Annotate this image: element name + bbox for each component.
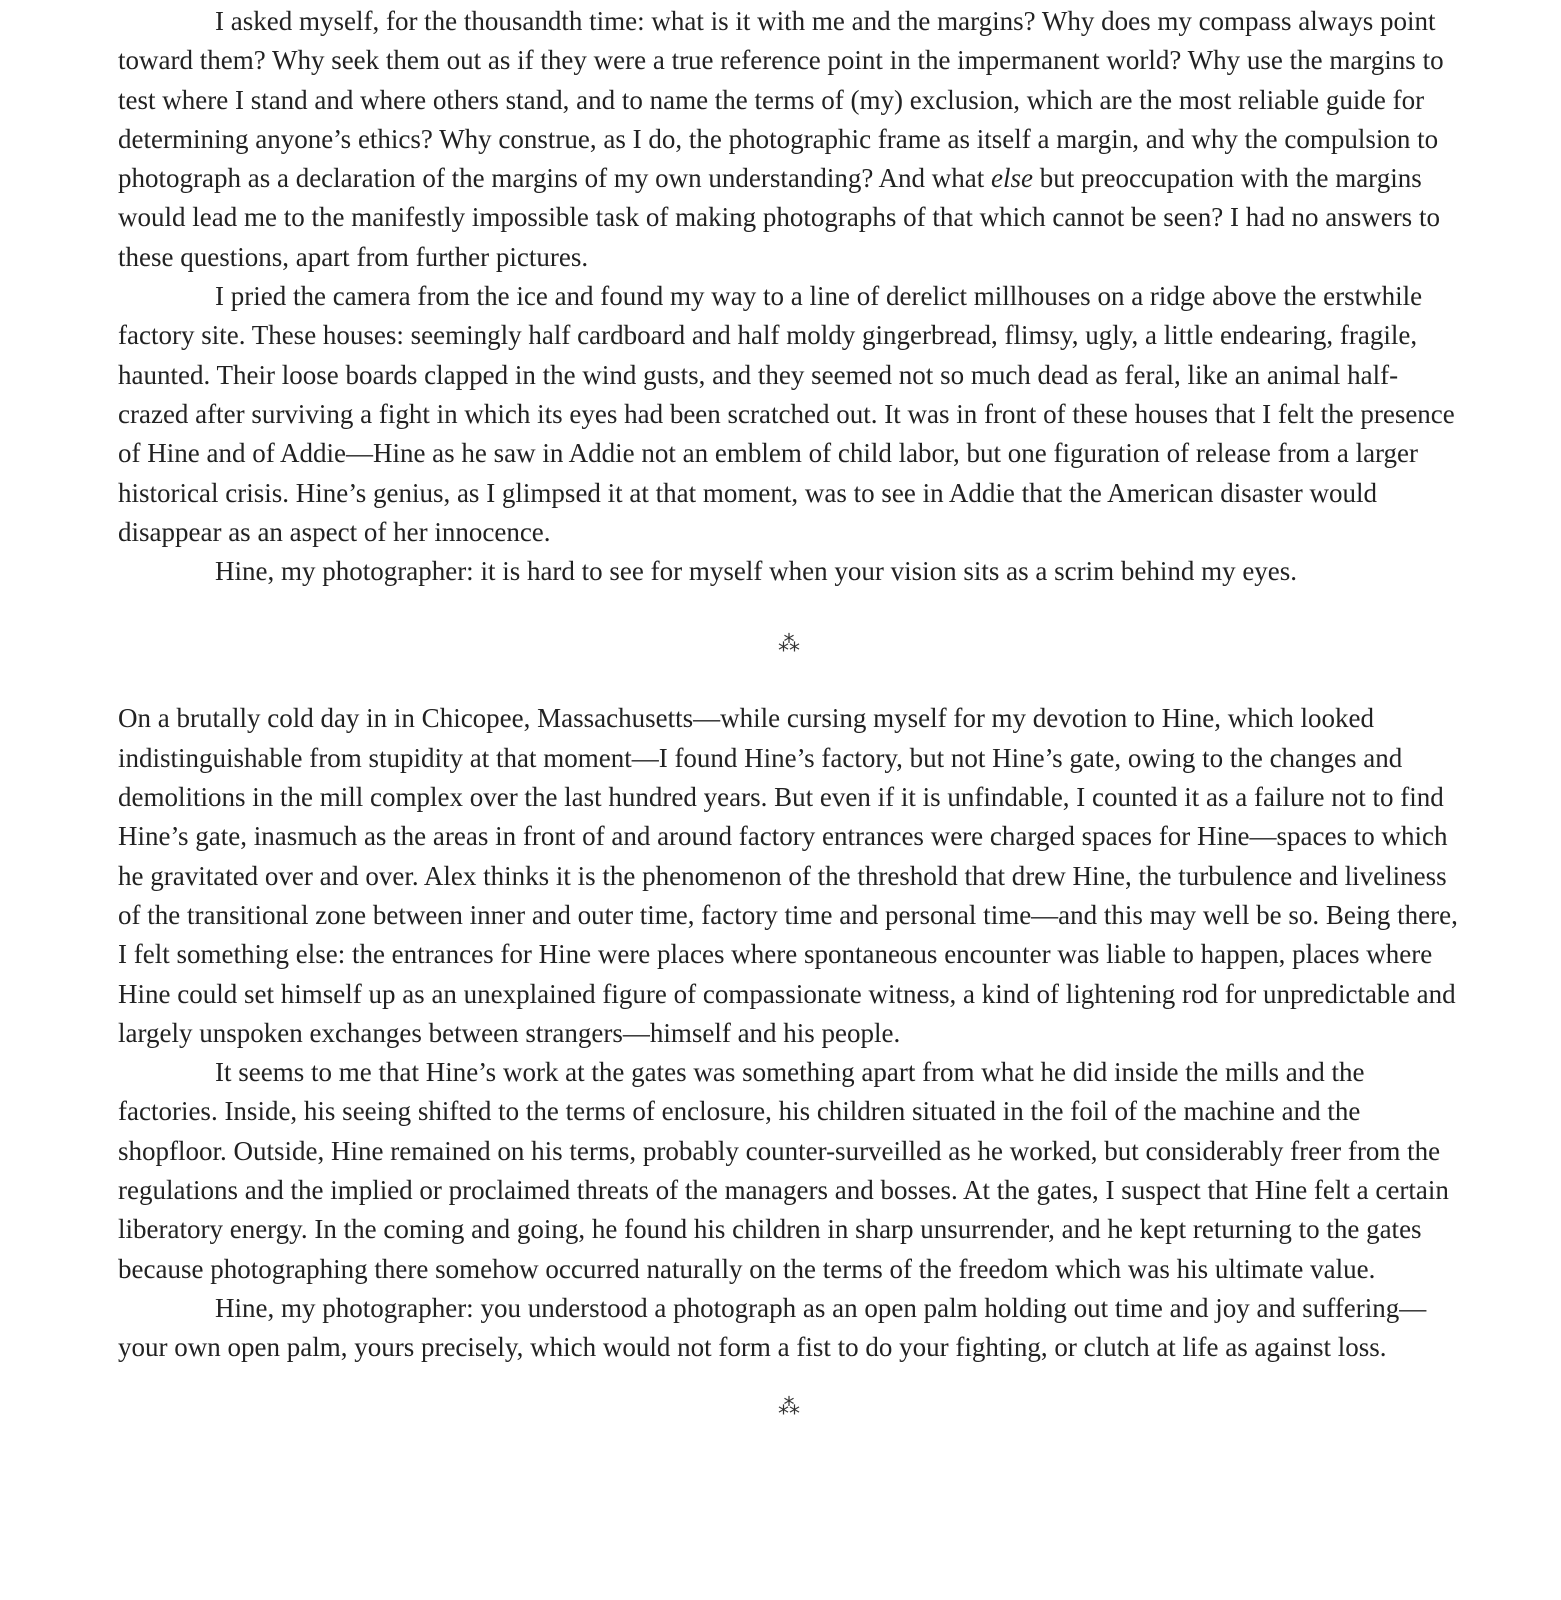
paragraph-margins-questions bbox=[118, 2, 1460, 277]
paragraph-gates bbox=[118, 1053, 1460, 1289]
section-divider-asterism-bottom: ⁂ bbox=[778, 1394, 800, 1420]
paragraph-text: I pried the camera from the ice and found my way to a line of derelict millhouses on a ridge above the erstwhile factory site. These houses: seemingly half cardboard and half moldy gingerbread, flimsy, ugly, a little endearing, fragile, haunted. Their loose boards clapped in the wind gusts, and they seemed not so much dead as feral, like an animal half-crazed after surviving a fight in which its eyes had been scratched out. It was in front of these houses that I felt the presence of Hine and of Addie—Hine as he saw in Addie not an emblem of child labor, but one figuration of release from a larger historical crisis. Hine’s genius, as I glimpsed it at that moment, was to see in Addie that the American disaster would disappear as an aspect of her innocence. bbox=[118, 281, 1455, 547]
paragraph-text: It seems to me that Hine’s work at the gates was something apart from what he did inside the mills and the factories. Inside, his seeing shifted to the terms of enclosure, his children situated in the foil of the machine and the shopfloor. Outside, Hine remained on his terms, probably counter-surveilled as he worked, but considerably freer from the regulations and the implied or proclaimed threats of the managers and bosses. At the gates, I suspect that Hine felt a certain liberatory energy. In the coming and going, he found his children in sharp unsurrender, and he kept returning to the gates because photographing there somehow occurred naturally on the terms of the freedom which was his ultimate value. bbox=[118, 1057, 1449, 1284]
italic-word: else bbox=[991, 163, 1034, 194]
paragraph-millhouses bbox=[118, 277, 1460, 552]
paragraph-text: I asked myself, for the thousandth time: what is it with me and the margins? Why does my compass always point toward them? Why seek them out as if they were a true reference point in the impermanent world? Why use the margins to test where I stand and where others stand, and to name the terms of (my) exclusion, which are the most reliable guide for determining anyone’s ethics? Why construe, as I do, the photographic frame as itself a margin, and why the compulsion to photograph as a declaration of the margins of my own understanding? And what bbox=[118, 6, 1444, 194]
paragraph-hine-scrim bbox=[118, 552, 1460, 591]
paragraph-text: Hine, my photographer: it is hard to see for myself when your vision sits as a scrim behind my eyes. bbox=[215, 556, 1298, 587]
paragraph-chicopee bbox=[118, 699, 1460, 1053]
paragraph-text-continued: but preoccupation with the margins would lead me to the manifestly impossible task of making photographs of that which cannot be seen? I had no answers to these questions, apart from further pictures. bbox=[118, 163, 1440, 272]
section-divider-asterism: ⁂ bbox=[778, 632, 800, 658]
paragraph-open-palm bbox=[118, 1289, 1460, 1368]
paragraph-text: Hine, my photographer: you understood a photograph as an open palm holding out time and joy and suffering—your own open palm, yours precisely, which would not form a fist to do your fighting, or clutch at life as against loss. bbox=[118, 1292, 1427, 1363]
paragraph-text: On a brutally cold day in in Chicopee, Massachusetts—while cursing myself for my devotion to Hine, which looked indistinguishable from stupidity at that moment—I found Hine’s factory, but not Hine’s gate, owing to the changes and demolitions in the mill complex over the last hundred years. But even if it is unfindable, I counted it as a failure not to find Hine’s gate, inasmuch as the areas in front of and around factory entrances were charged spaces for Hine—spaces to which he gravitated over and over. Alex thinks it is the phenomenon of the threshold that drew Hine, the turbulence and liveliness of the transitional zone between inner and outer time, factory time and personal time—and this may well be so. Being there, I felt something else: the entrances for Hine were places where spontaneous encounter was liable to happen, places where Hine could set himself up as an unexplained figure of compassionate witness, a kind of lightening rod for unpredictable and largely unspoken exchanges between strangers—himself and his people. bbox=[118, 703, 1458, 1048]
body-text-column bbox=[118, 2, 1460, 1448]
